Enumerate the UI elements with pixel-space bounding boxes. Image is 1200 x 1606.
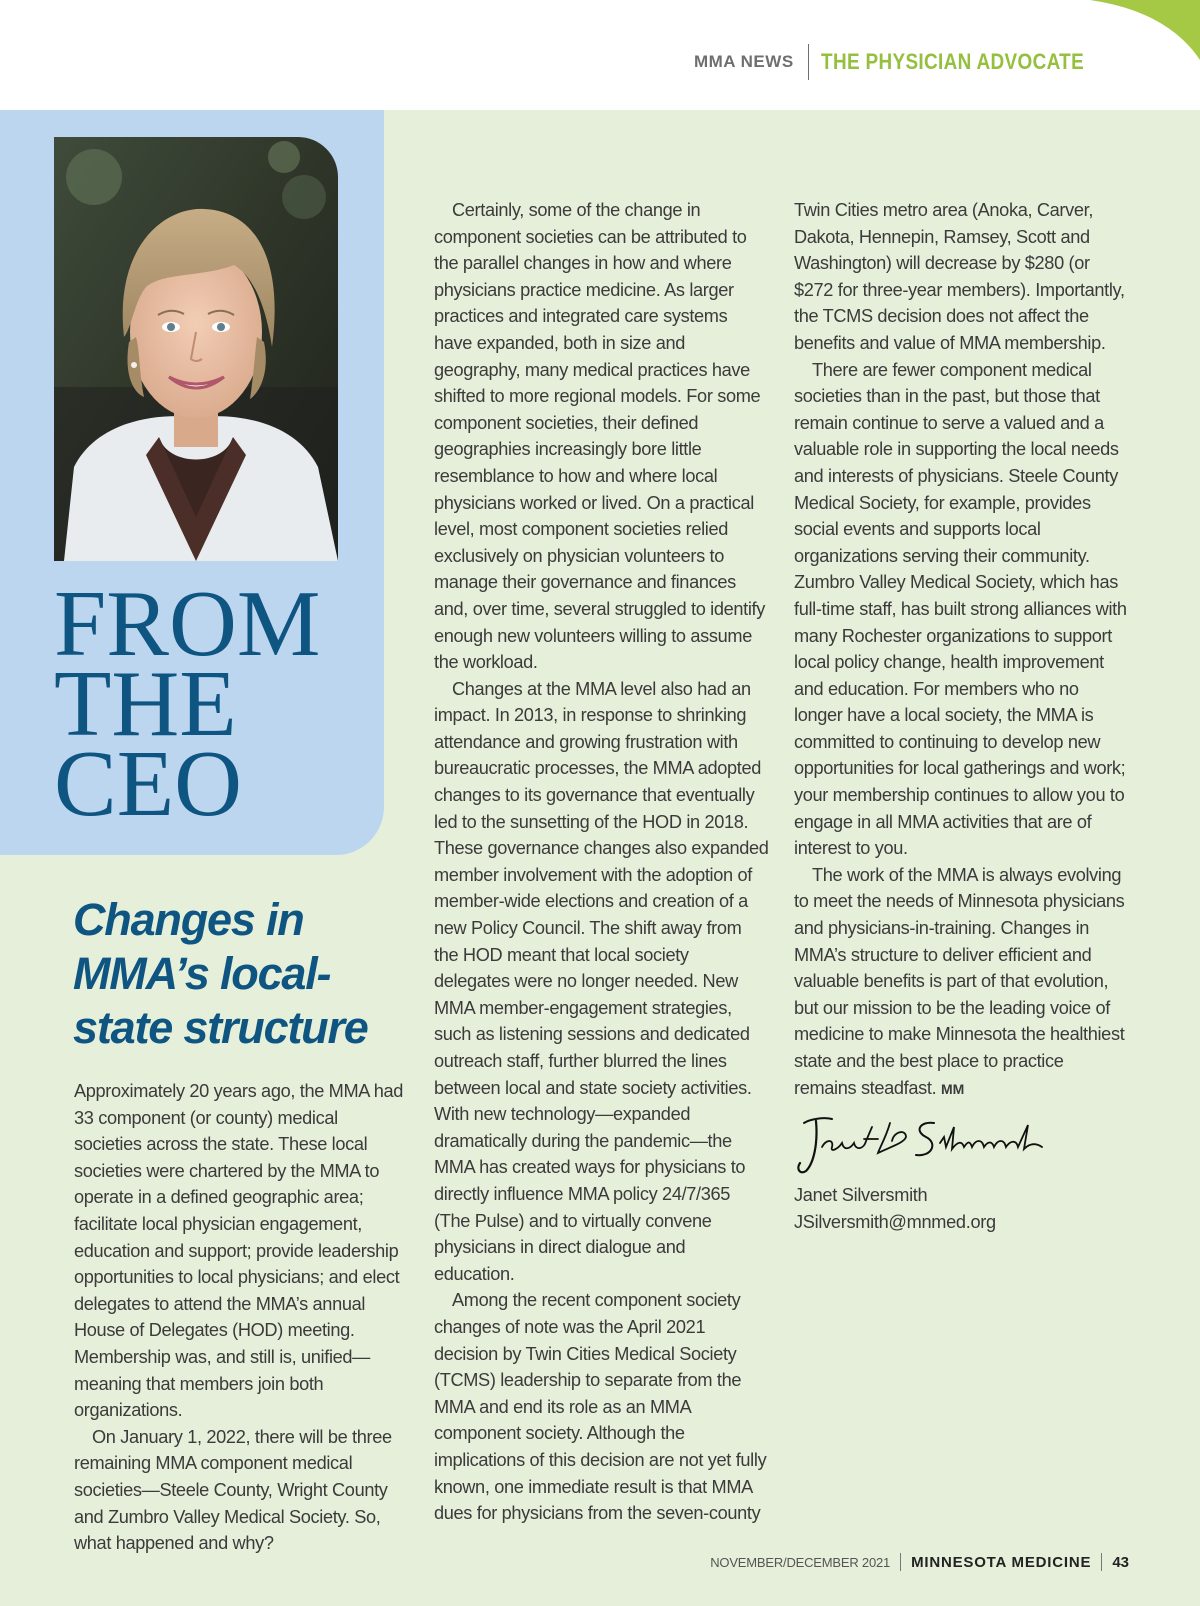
headline-line: Changes in: [73, 894, 304, 945]
publication-label: THE PHYSICIAN ADVOCATE: [821, 49, 1085, 74]
running-header: [694, 44, 1129, 80]
paragraph: [794, 862, 1130, 1102]
paragraph: There are fewer component medical societies than in the past, but those that remain continue to serve a valued and a valuable role in supporting the local needs and interests of physicians. Steele County Medical Society, for example, provides social events and supports local organizations serving their community. Zumbro Valley Medical Society, which has full-time staff, has built strong alliances with many Rochester organizations to support local policy change, health improvement and education. For members who no longer have a local society, the MMA is committed to continuing to develop new opportunities for local gatherings and work; your membership continues to allow you to engage in all MMA activities that are of interest to you.: [794, 359, 1127, 859]
page-footer: [710, 1552, 1129, 1572]
signature-graphic: [794, 1113, 1064, 1179]
paragraph: Among the recent component society changes of note was the April 2021 decision by Twin Cities Medical Society (TCMS) leadership to separate from the MMA and end its role as an MMA component society. Although the implications of this decision are not yet fully known, one immediate result is that MMA dues for physicians from the seven-county: [434, 1290, 767, 1524]
signer-block: [794, 1182, 996, 1236]
kicker-line: FROM: [54, 572, 321, 676]
paragraph: Changes at the MMA level also had an impact. In 2013, in response to shrinking attendance and growing frustration with bureaucratic processes, the MMA adopted changes to its governance that eventually led to the sunsetting of the HOD in 2018. These governance changes also expanded member involvement with the adoption of member-wide elections and creation of a new Policy Council. The shift away from the HOD meant that local society delegates were no longer needed. New MMA member-engagement strategies, such as listening sessions and dedicated outreach staff, further blurred the lines between local and state society activities. With new technology—expanded dramatically during the pandemic—the MMA has created ways for physicians to directly influence MMA policy 24/7/365 (The Pulse) and to virtually convene physicians in direct dialogue and education.: [434, 678, 769, 1284]
kicker-line: CEO: [54, 732, 242, 836]
article-headline: [73, 893, 393, 1055]
paragraph: Approximately 20 years ago, the MMA had 33 component (or county) medical societies across the state. These local societies were chartered by the MMA to operate in a defined geographic area; facilitate local physician engagement, education and support; provide leadership opportunities to local physicians; and elect delegates to attend the MMA’s annual House of Delegates (HOD) meeting. Membership was, and still is, unified—meaning that members join both organizations.: [74, 1081, 404, 1421]
paragraph: On January 1, 2022, there will be three remaining MMA component medical societies—Steele County, Wright County and Zumbro Valley Medical Society. So, what happened and why?: [74, 1426, 392, 1554]
article-column-1: [74, 1078, 410, 1557]
headline-line: state structure: [73, 1002, 368, 1053]
signer-email[interactable]: JSilversmith@mnmed.org: [794, 1212, 996, 1232]
kicker-line: THE: [54, 652, 237, 756]
section-label: MMA NEWS: [693, 52, 794, 71]
footer-publication: MINNESOTA MEDICINE: [911, 1553, 1092, 1571]
closing-paragraph-text: The work of the MMA is always evolving to meet the needs of Minnesota physicians and physicians-in-training. Changes in MMA’s structure to deliver efficient and valuable benefits is part of that evolution, but our mission to be the leading voice of medicine to make Minnesota the healthiest state and the best place to practice remains steadfast.: [794, 864, 1125, 1098]
footer-divider: [900, 1553, 901, 1571]
article-column-2: [434, 197, 769, 1527]
signer-name: Janet Silversmith: [794, 1185, 928, 1205]
from-the-ceo-kicker: [54, 572, 321, 836]
end-mark: MM: [941, 1080, 965, 1097]
article-column-3: [794, 197, 1130, 1102]
headline-line: MMA’s local-: [73, 948, 331, 999]
ceo-portrait-photo: [54, 137, 338, 561]
paragraph: Twin Cities metro area (Anoka, Carver, Dakota, Hennepin, Ramsey, Scott and Washington) will decrease by $280 (or $272 for three-year members). Importantly, the TCMS decision does not affect the benefits and value of MMA membership.: [794, 200, 1125, 353]
issue-date: NOVEMBER/DECEMBER 2021: [710, 1554, 891, 1570]
paragraph: Certainly, some of the change in component societies can be attributed to the parallel changes in how and where physicians practice medicine. As larger practices and integrated care systems have expanded, both in size and geography, many medical practices have shifted to more regional models. For some component societies, their defined geographies increasingly bore little resemblance to how and where local physicians worked or lived. On a practical level, most component societies relied exclusively on physician volunteers to manage their governance and finances and, over time, several struggled to identify enough new volunteers willing to assume the workload.: [434, 200, 766, 673]
page-number: 43: [1112, 1553, 1129, 1571]
footer-divider: [1101, 1553, 1102, 1571]
